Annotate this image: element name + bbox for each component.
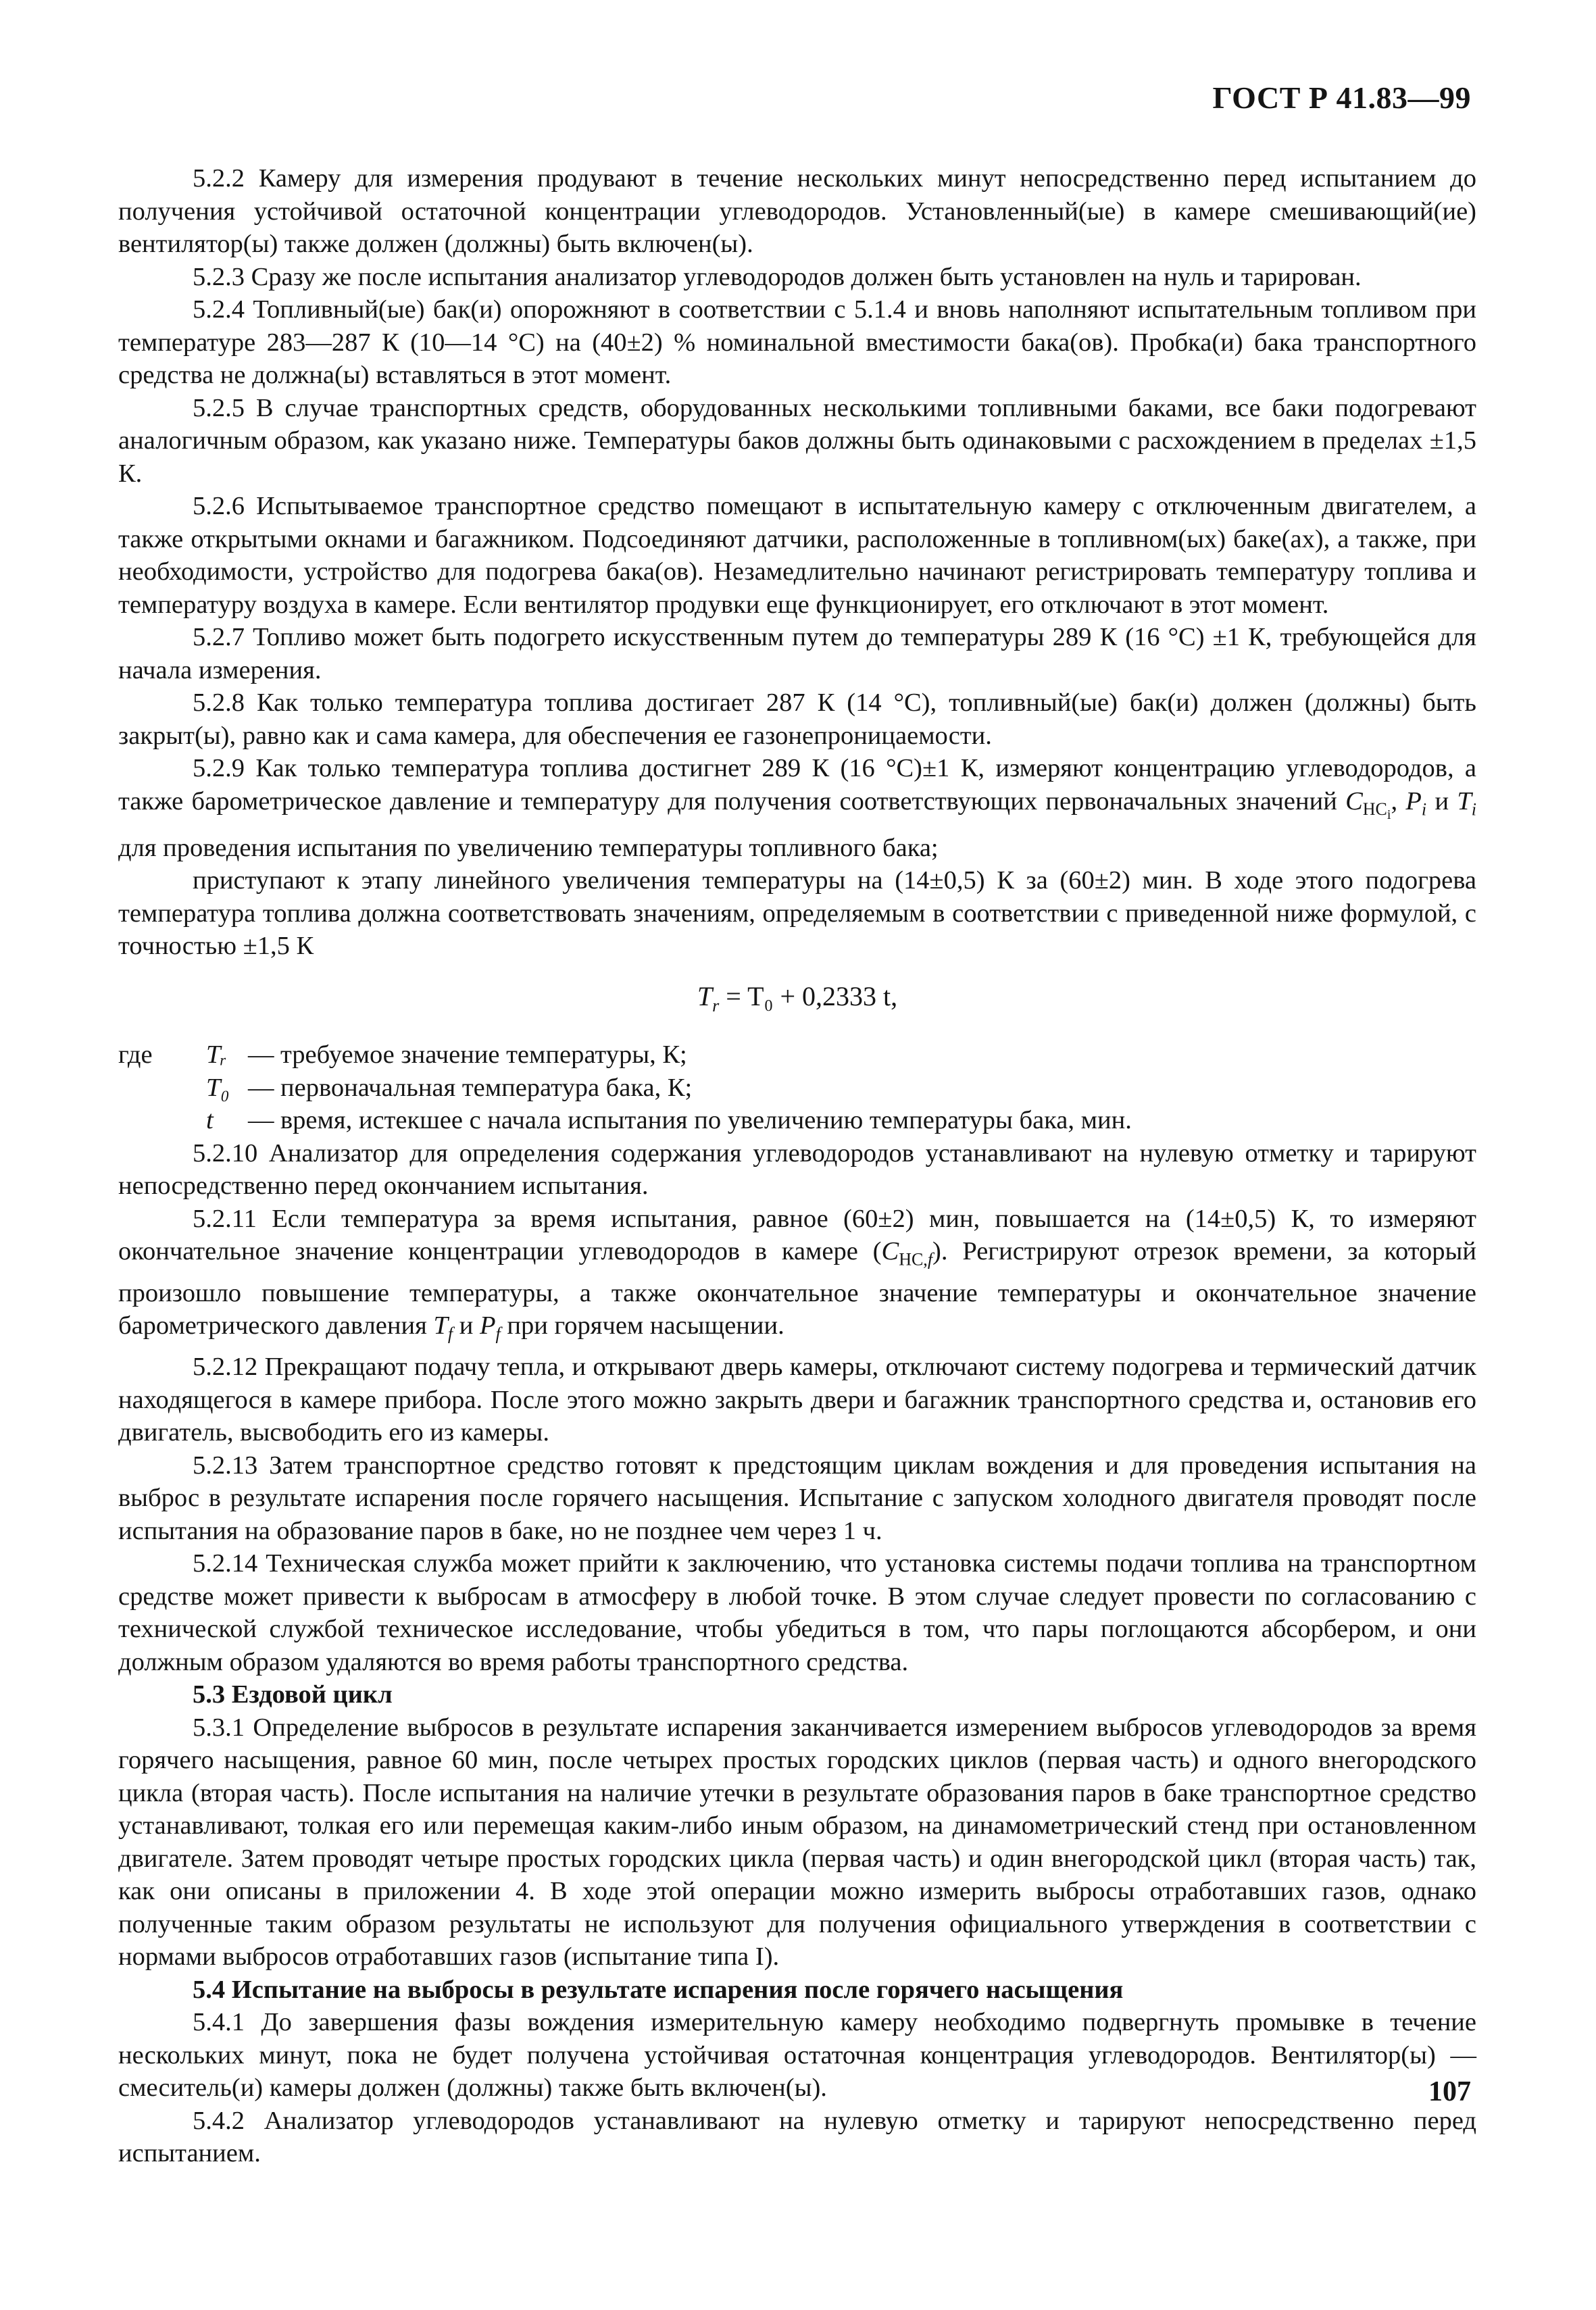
section-heading-5-4: 5.4 Испытание на выбросы в результате испарения после горячего насыщения bbox=[193, 1975, 1124, 2004]
paragraph-5-2-6: 5.2.6 Испытываемое транспортное средство помещают в испытательную камеру с отключенным двигателем, а также открытыми окнами и багажником. Подсоединяют датчики, расположенные в топливном(ых) баке(ах), а также, при необходимости, устройство для подогрева бака(ов). Незамедлительно начинают регистрировать температуру топлива и температуру воздуха в камере. Если вентилятор продувки еще функционирует, его отключают в этот момент. bbox=[118, 492, 1476, 619]
formula-definitions bbox=[118, 1038, 1476, 1137]
paragraph-5-2-7: 5.2.7 Топливо может быть подогрето искусственным путем до температуры 289 К (16 °С) ±1 К, требующейся для начала измерения. bbox=[118, 623, 1476, 684]
paragraph-5-2-10: 5.2.10 Анализатор для определения содержания углеводородов устанавливают на нулевую отметку и тарируют непосредственно перед окончанием испытания. bbox=[118, 1138, 1476, 1201]
paragraph-5-2-3: 5.2.3 Сразу же после испытания анализатор углеводородов должен быть установлен на нуль и тарирован. bbox=[193, 262, 1362, 291]
paragraph-5-2-9-and: и bbox=[1426, 786, 1457, 815]
definition-item: t — время, истекшее с начала испытания по увеличению температуры бака, мин. bbox=[206, 1106, 1132, 1135]
formula-rhs: = T₀ + 0,2333 t, bbox=[726, 980, 898, 1011]
paragraph-5-2-9-continued: приступают к этапу линейного увеличения температуры на (14±0,5) К за (60±2) мин. В ходе этого подогрева температура топлива должна соответствовать значениям, определяемым в соответствии с приведенной ниже формулой, с точностью ±1,5 К bbox=[118, 866, 1476, 961]
paragraph-5-2-8: 5.2.8 Как только температура топлива достигает 287 К (14 °С), топливный(ые) бак(и) должен (должны) быть закрыт(ы), равно как и сама камера, для обеспечения ее газонепроницаемости. bbox=[118, 688, 1476, 750]
paragraph-5-2-9-text: 5.2.9 Как только температура топлива достигнет 289 К (16 °С)±1 К, измеряют концентрацию углеводородов, а также барометрическое давление и температуру для получения соответствующих первоначальных значений bbox=[118, 754, 1476, 815]
paragraph-5-4-2: 5.4.2 Анализатор углеводородов устанавливают на нулевую отметку и тарируют непосредственно перед испытанием. bbox=[118, 2106, 1476, 2168]
definition-item: T₀ — первоначальная температура бака, К; bbox=[206, 1073, 693, 1102]
paragraph-5-2-13: 5.2.13 Затем транспортное средство готовят к предстоящим циклам вождения и для проведения испытания на выброс в результате испарения после горячего насыщения. Испытание с запуском холодного двигателя проводят после испытания на образование паров в баке, но не позднее чем через 1 ч. bbox=[118, 1451, 1476, 1545]
paragraph-5-2-14: 5.2.14 Техническая служба может прийти к заключению, что установка системы подачи топлива на транспортном средстве может привести к выбросам в атмосферу в любой точке. В этом случае следует провести по согласованию с технической службой техническое исследование, чтобы убедиться в том, что пары поглощаются абсорбером, и они должным образом удаляются во время работы транспортного средства. bbox=[118, 1549, 1476, 1676]
paragraph-5-2-9-tail: для проведения испытания по увеличению температуры топливного бака; bbox=[118, 833, 939, 862]
paragraph-5-2-11: 5.2.11 Если температура за время испытания, равное (60±2) мин, повышается на (14±0,5) К, то измеряют окончательное значение концентрации углеводородов в камере $(C_{HC,f})$. Регистрируют отрезок времени, за который произошло повышение температуры, а также окончательное значение температуры и окончательное значение барометрического давления $T_f$ и $P_f$ при горячем насыщении. bbox=[118, 1204, 1476, 1344]
paragraph-5-3-1: 5.3.1 Определение выбросов в результате испарения заканчивается измерением выбросов углеводородов за время горячего насыщения, равное 60 мин, после четырех простых городских циклов (первая часть) и одного внегородского цикла (вторая часть). После испытания на наличие утечки в результате образования паров в баке транспортное средство устанавливают, толкая его или перемещая каким-либо иным образом, на динамометрический стенд при остановленном двигателе. Затем проводят четыре простых городских цикла (первая часть) и один внегородской цикл (вторая часть) так, как они описаны в приложении 4. В ходе этой операции можно измерить выбросы отработавших газов, однако полученные таким образом результаты не используют для получения официального утверждения в соответствии с нормами выбросов отработавших газов (испытание типа I). bbox=[118, 1713, 1476, 1972]
paragraph-5-2-5: 5.2.5 В случае транспортных средств, оборудованных несколькими топливными баками, все баки подогревают аналогичным образом, как указано ниже. Температуры баков должны быть одинаковыми с расхождением в пределах ±1,5 К. bbox=[118, 393, 1476, 488]
paragraph-5-4-1: 5.4.1 До завершения фазы вождения измерительную камеру необходимо подвергнуть промывке в течение нескольких минут, пока не будет получена устойчивая остаточная концентрация углеводородов. Вентилятор(ы) — смеситель(и) камеры должен (должны) также быть включен(ы). bbox=[118, 2008, 1476, 2103]
hc-subscript: HCi bbox=[1362, 799, 1391, 823]
temperature-formula: $T_r = T_0 + 0,2333$ t, bbox=[697, 980, 898, 1015]
section-heading-5-3: 5.3 Ездовой цикл bbox=[193, 1680, 393, 1709]
paragraph-5-2-9: 5.2.9 Как только температура топлива достигнет 289 К (16 °С)±1 К, измеряют концентрацию углеводородов, а также барометрическое давление и температуру для получения соответствующих первоначальных значений $C_{HC_i}$, $P_i$ и $T_i$ для проведения испытания по увеличению температуры топливного бака; bbox=[118, 754, 1477, 862]
paragraph-5-2-4: 5.2.4 Топливный(ые) бак(и) опорожняют в соответствии с 5.1.4 и вновь наполняют испытательным топливом при температуре 283—287 К (10—14 °С) на (40±2) % номинальной вместимости бака(ов). Пробка(и) бака транспортного средства не должна(ы) вставляться в этот момент. bbox=[118, 295, 1476, 389]
document-code-header: ГОСТ Р 41.83—99 bbox=[1212, 80, 1471, 115]
page-number: 107 bbox=[1428, 2076, 1471, 2107]
definition-item: где Tᵣ — требуемое значение температуры, К; bbox=[118, 1040, 687, 1070]
paragraph-5-2-2: 5.2.2 Камеру для измерения продувают в течение нескольких минут непосредственно перед испытанием до получения устойчивой остаточной концентрации углеводородов. Установленный(ые) в камере смешивающий(ие) вентилятор(ы) также должен (должны) быть включен(ы). bbox=[118, 164, 1476, 258]
paragraph-5-2-12: 5.2.12 Прекращают подачу тепла, и открывают дверь камеры, отключают систему подогрева и термический датчик находящегося в камере прибора. После этого можно закрыть двери и багажник транспортного средства и, остановив его двигатель, высвободить его из камеры. bbox=[118, 1353, 1476, 1447]
document-body bbox=[118, 162, 1476, 2170]
